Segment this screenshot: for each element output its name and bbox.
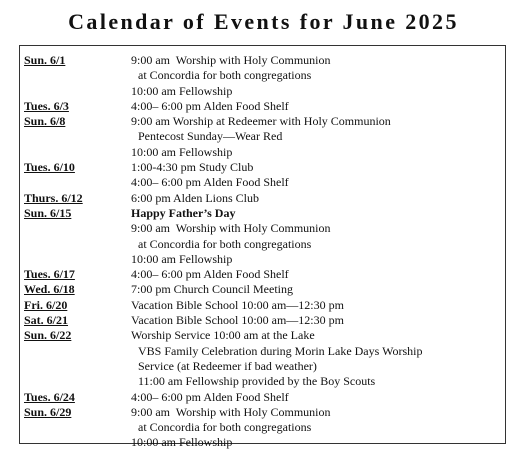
event-lines xyxy=(131,282,501,297)
event-row xyxy=(24,53,501,99)
event-line: at Concordia for both congregations xyxy=(138,68,312,83)
event-line: 1:00-4:30 pm Study Club xyxy=(131,160,254,175)
event-line: 10:00 am Fellowship xyxy=(131,251,233,266)
event-row xyxy=(24,206,501,267)
event-line: Pentecost Sunday—Wear Red xyxy=(138,129,283,144)
event-row xyxy=(24,405,501,451)
events-list xyxy=(24,53,501,451)
event-lines xyxy=(131,53,501,99)
event-line: 4:00– 6:00 pm Alden Food Shelf xyxy=(131,98,289,113)
page-title: Calendar of Events for June 2025 xyxy=(68,9,459,34)
event-lines xyxy=(131,99,501,114)
event-line: Happy Father’s Day xyxy=(131,205,236,220)
event-line: at Concordia for both congregations xyxy=(138,420,312,435)
event-line: 4:00– 6:00 pm Alden Food Shelf xyxy=(131,175,289,190)
event-date: Tues. 6/10 xyxy=(24,160,75,175)
event-line: 10:00 am Fellowship xyxy=(131,83,233,98)
event-line: 10:00 am Fellowship xyxy=(131,144,233,159)
event-date: Sun. 6/8 xyxy=(24,114,66,129)
event-line: 4:00– 6:00 pm Alden Food Shelf xyxy=(131,267,289,282)
event-date: Wed. 6/18 xyxy=(24,282,75,297)
event-line: VBS Family Celebration during Morin Lake Days Worship xyxy=(138,343,423,358)
event-line: 9:00 am Worship at Redeemer with Holy Communion xyxy=(131,114,391,129)
event-row xyxy=(24,160,501,191)
event-date: Tues. 6/3 xyxy=(24,98,69,113)
event-line: 9:00 am Worship with Holy Communion xyxy=(131,221,331,236)
event-date: Sun. 6/15 xyxy=(24,205,72,220)
event-line: 7:00 pm Church Council Meeting xyxy=(131,282,293,297)
event-row xyxy=(24,282,501,297)
event-date: Fri. 6/20 xyxy=(24,297,68,312)
event-date: Sun. 6/1 xyxy=(24,53,66,67)
event-lines xyxy=(131,191,501,206)
event-date: Tues. 6/17 xyxy=(24,267,75,282)
event-lines xyxy=(131,298,501,313)
event-row xyxy=(24,298,501,313)
event-row xyxy=(24,114,501,160)
event-line: Service (at Redeemer if bad weather) xyxy=(138,358,317,373)
event-date: Sun. 6/22 xyxy=(24,328,72,343)
event-date: Sun. 6/29 xyxy=(24,404,72,419)
event-line: 11:00 am Fellowship provided by the Boy Scouts xyxy=(138,374,376,389)
event-date: Thurs. 6/12 xyxy=(24,190,83,205)
event-line: 9:00 am Worship with Holy Communion xyxy=(131,53,331,67)
event-line: 6:00 pm Alden Lions Club xyxy=(131,190,260,205)
event-line: 10:00 am Fellowship xyxy=(131,435,233,450)
event-row xyxy=(24,191,501,206)
event-line: 9:00 am Worship with Holy Communion xyxy=(131,404,331,419)
event-row xyxy=(24,328,501,389)
event-lines xyxy=(131,313,501,328)
event-lines xyxy=(131,267,501,282)
event-date: Sat. 6/21 xyxy=(24,313,69,328)
events-box xyxy=(19,45,506,450)
event-line: Worship Service 10:00 am at the Lake xyxy=(131,328,315,343)
event-line: at Concordia for both congregations xyxy=(138,236,312,251)
event-line: Vacation Bible School 10:00 am—12:30 pm xyxy=(131,313,344,328)
event-lines xyxy=(131,206,501,267)
event-lines xyxy=(131,405,501,451)
event-lines xyxy=(131,328,501,389)
event-row xyxy=(24,390,501,405)
event-date: Tues. 6/24 xyxy=(24,389,75,404)
event-row xyxy=(24,99,501,114)
event-row xyxy=(24,313,501,328)
event-line: 4:00– 6:00 pm Alden Food Shelf xyxy=(131,389,289,404)
event-lines xyxy=(131,114,501,160)
event-line: Vacation Bible School 10:00 am—12:30 pm xyxy=(131,297,344,312)
event-lines xyxy=(131,160,501,191)
event-lines xyxy=(131,390,501,405)
event-row xyxy=(24,267,501,282)
